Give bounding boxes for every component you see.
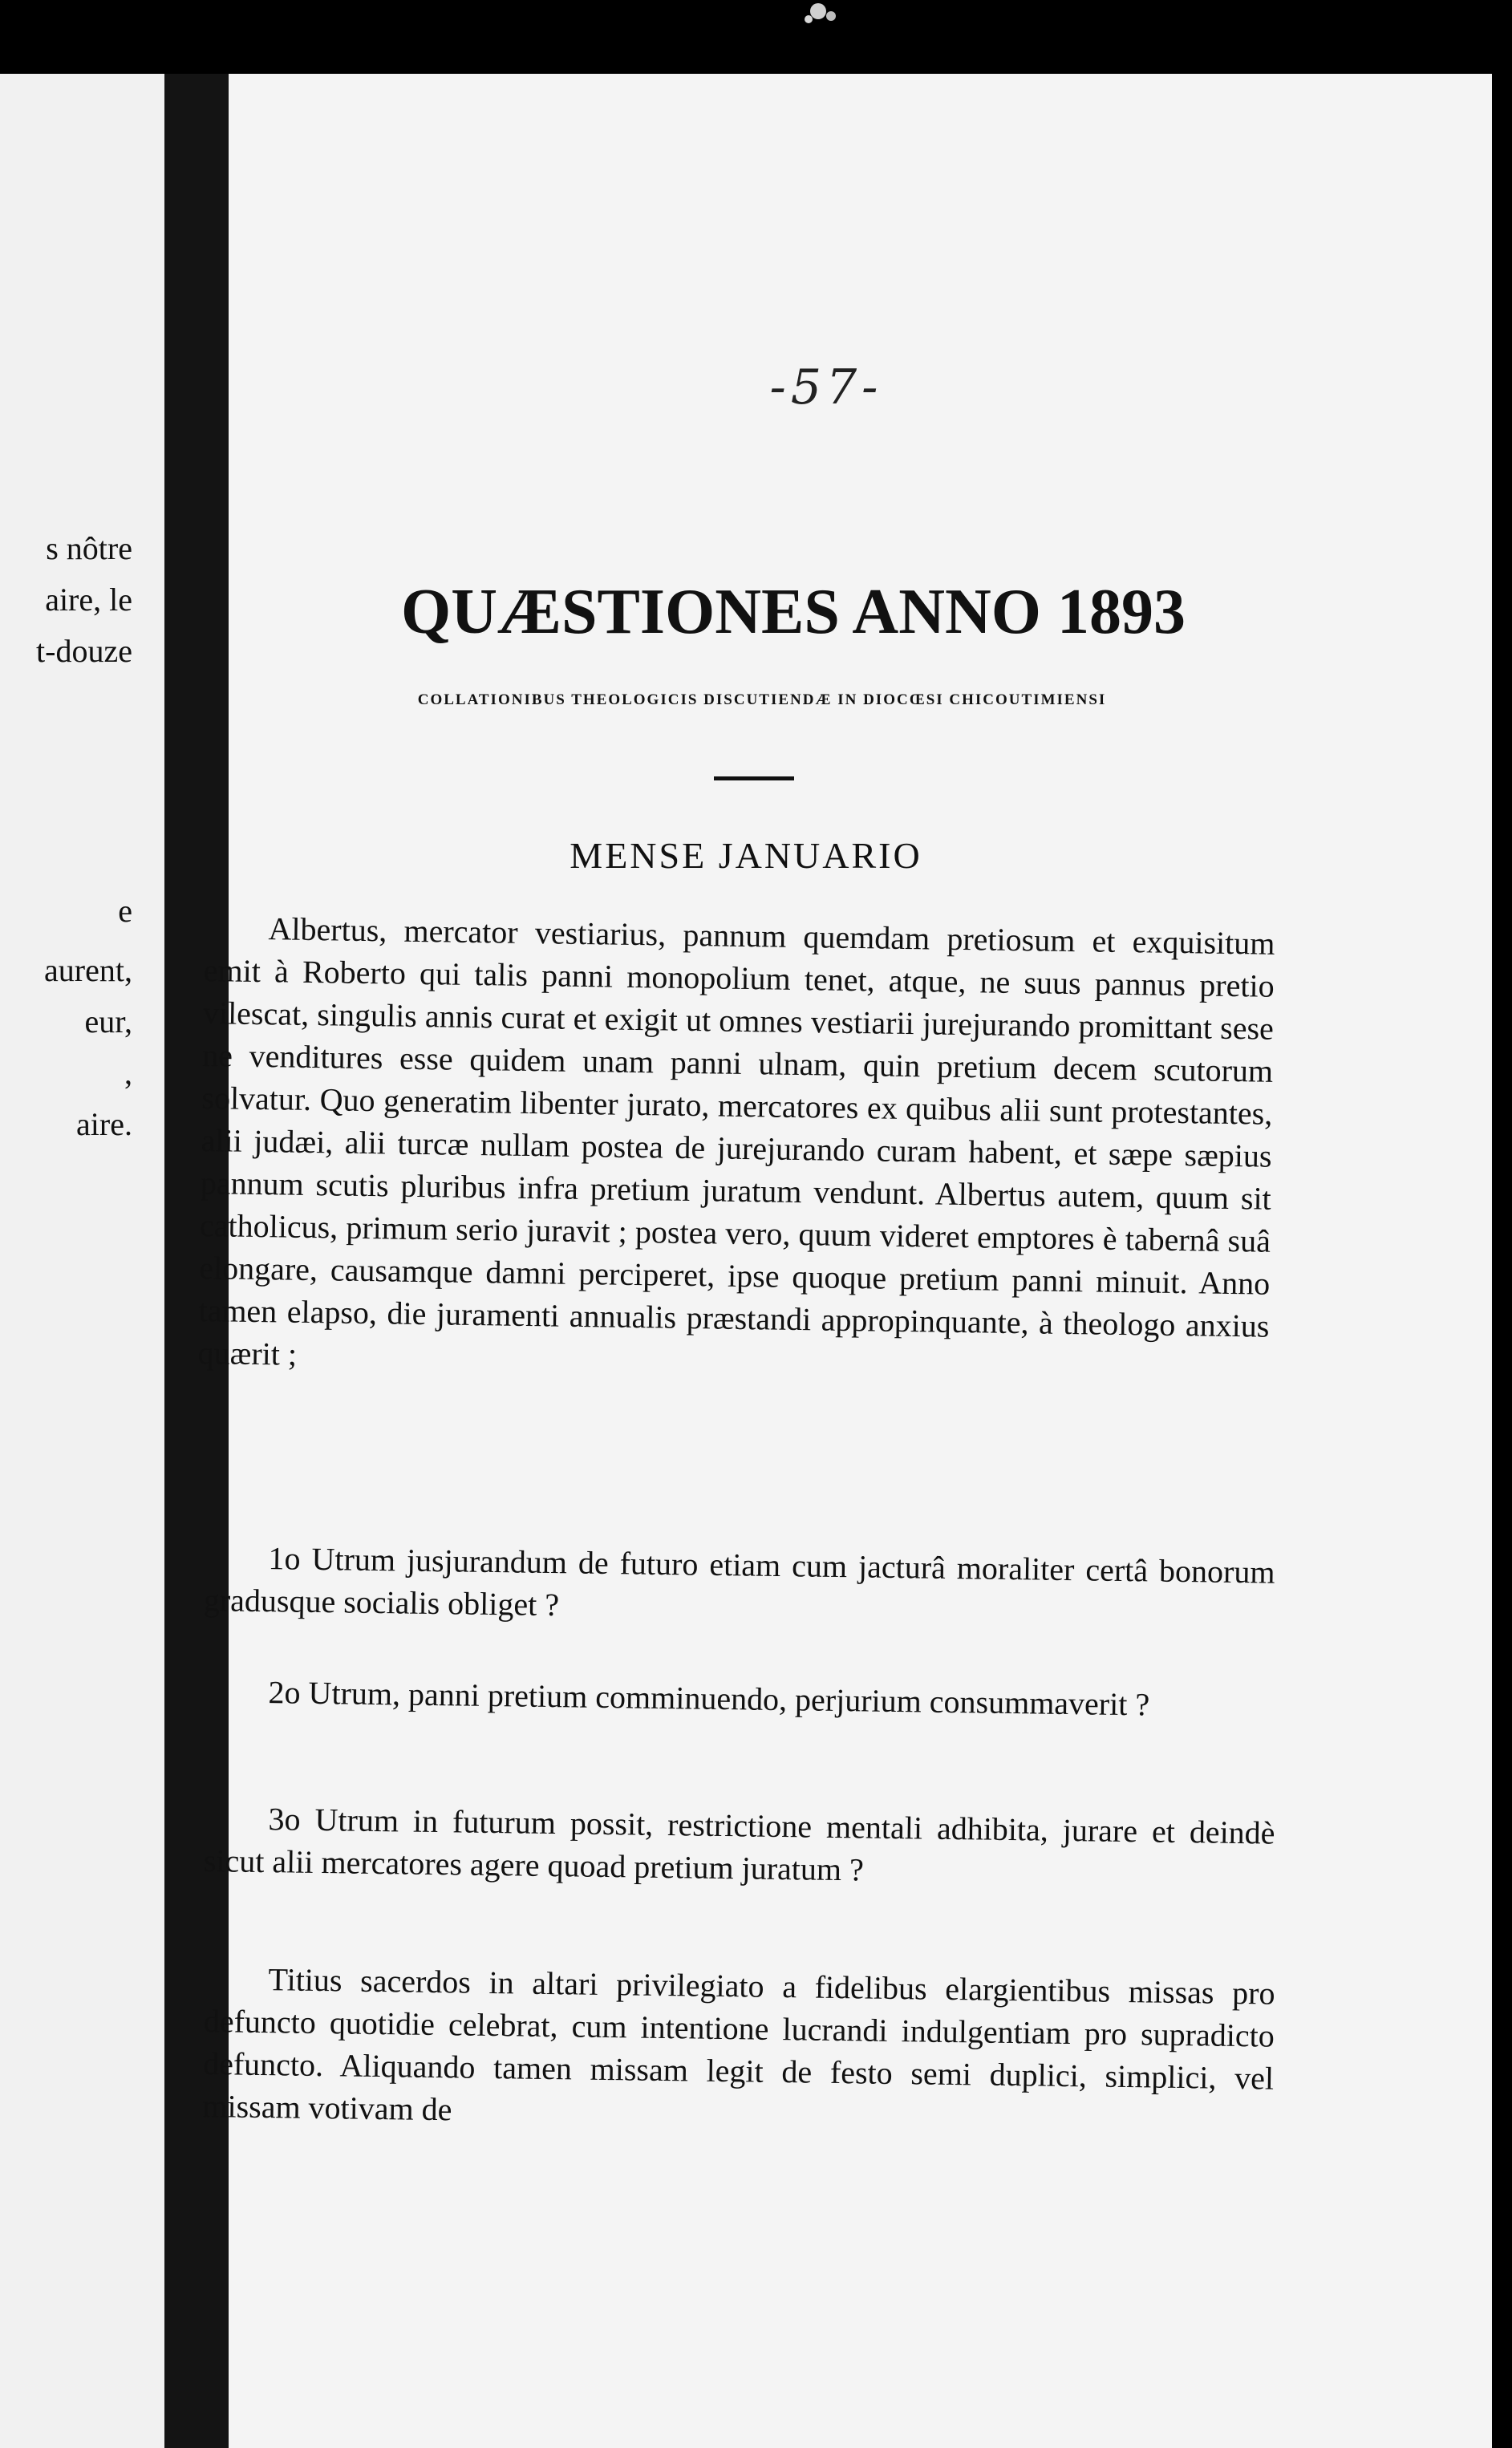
- case-paragraph: Albertus, mercator vestiarius, pannum quemdam pretiosum et exquisitum emit à Roberto qui talis panni monopolium tenet, atque, ne suus pannus pretio vilescat, singulis annis curat et exigit ut omnes vestiarii jurejurando promittant sese ne venditures esse quidem unam panni ulnam, quin pretium decem scutorum solvatur. Quo generatim libenter jurato, mercatores ex quibus alii sunt protestantes, alii judæi, alii turcæ nullam postea de jurejurando curam habent, et sæpe sæpius pannum scutis pluribus infra pretium juratum vendunt. Albertus autem, quum sit catholicus, primum serio juravit ; postea vero, quum videret emptores è tabernâ suâ elongare, causamque damni perciperet, ipse quoque pretium panni minuit. Anno tamen elapso, die juramenti annualis præstandi appropinquante, à theologo anxius quærit ;: [197, 910, 1275, 1372]
- adjacent-line: e: [118, 893, 132, 929]
- adjacent-line: s nôtre: [46, 530, 132, 566]
- handwritten-page-number: -57-: [769, 359, 883, 415]
- question-1: 1o Utrum jusjurandum de futuro etiam cum jacturâ moraliter certâ bonorum gradusque socialis obliget ?: [203, 1540, 1275, 1623]
- case-paragraph-titius: Titius sacerdos in altari privilegiato a fidelibus elargientibus missas pro defuncto quotidie celebrat, cum intentione lucrandi indulgentiam pro supradicto defuncto. Aliquando tamen missam legit de festo semi duplici, simplici, vel missam votivam de: [202, 1961, 1275, 2128]
- adjacent-line: t-douze: [36, 633, 132, 669]
- title-divider: [714, 776, 794, 780]
- adjacent-line: ,: [124, 1055, 132, 1091]
- adjacent-line: aire, le: [45, 582, 132, 618]
- section-heading: MENSE JANUARIO: [570, 835, 922, 876]
- adjacent-line: aire.: [76, 1106, 132, 1142]
- adjacent-page: [0, 74, 164, 2448]
- question-2: 2o Utrum, panni pretium comminuendo, perjurium consummaverit ?: [268, 1674, 1150, 1723]
- document-title: QUÆSTIONES ANNO 1893: [401, 577, 1186, 647]
- adjacent-page-text: [0, 523, 132, 1150]
- adjacent-line: aurent,: [44, 952, 132, 988]
- document-subtitle: COLLATIONIBUS THEOLOGICIS DISCUTIENDÆ IN DIOCŒSI CHICOUTIMIENSI: [417, 691, 1107, 708]
- adjacent-line: eur,: [84, 1003, 132, 1040]
- dust-speck: [794, 0, 850, 29]
- question-3: 3o Utrum in futurum possit, restrictione mentali adhibita, jurare et deindè sicut alii mercatores agere quoad pretium juratum ?: [203, 1801, 1275, 1888]
